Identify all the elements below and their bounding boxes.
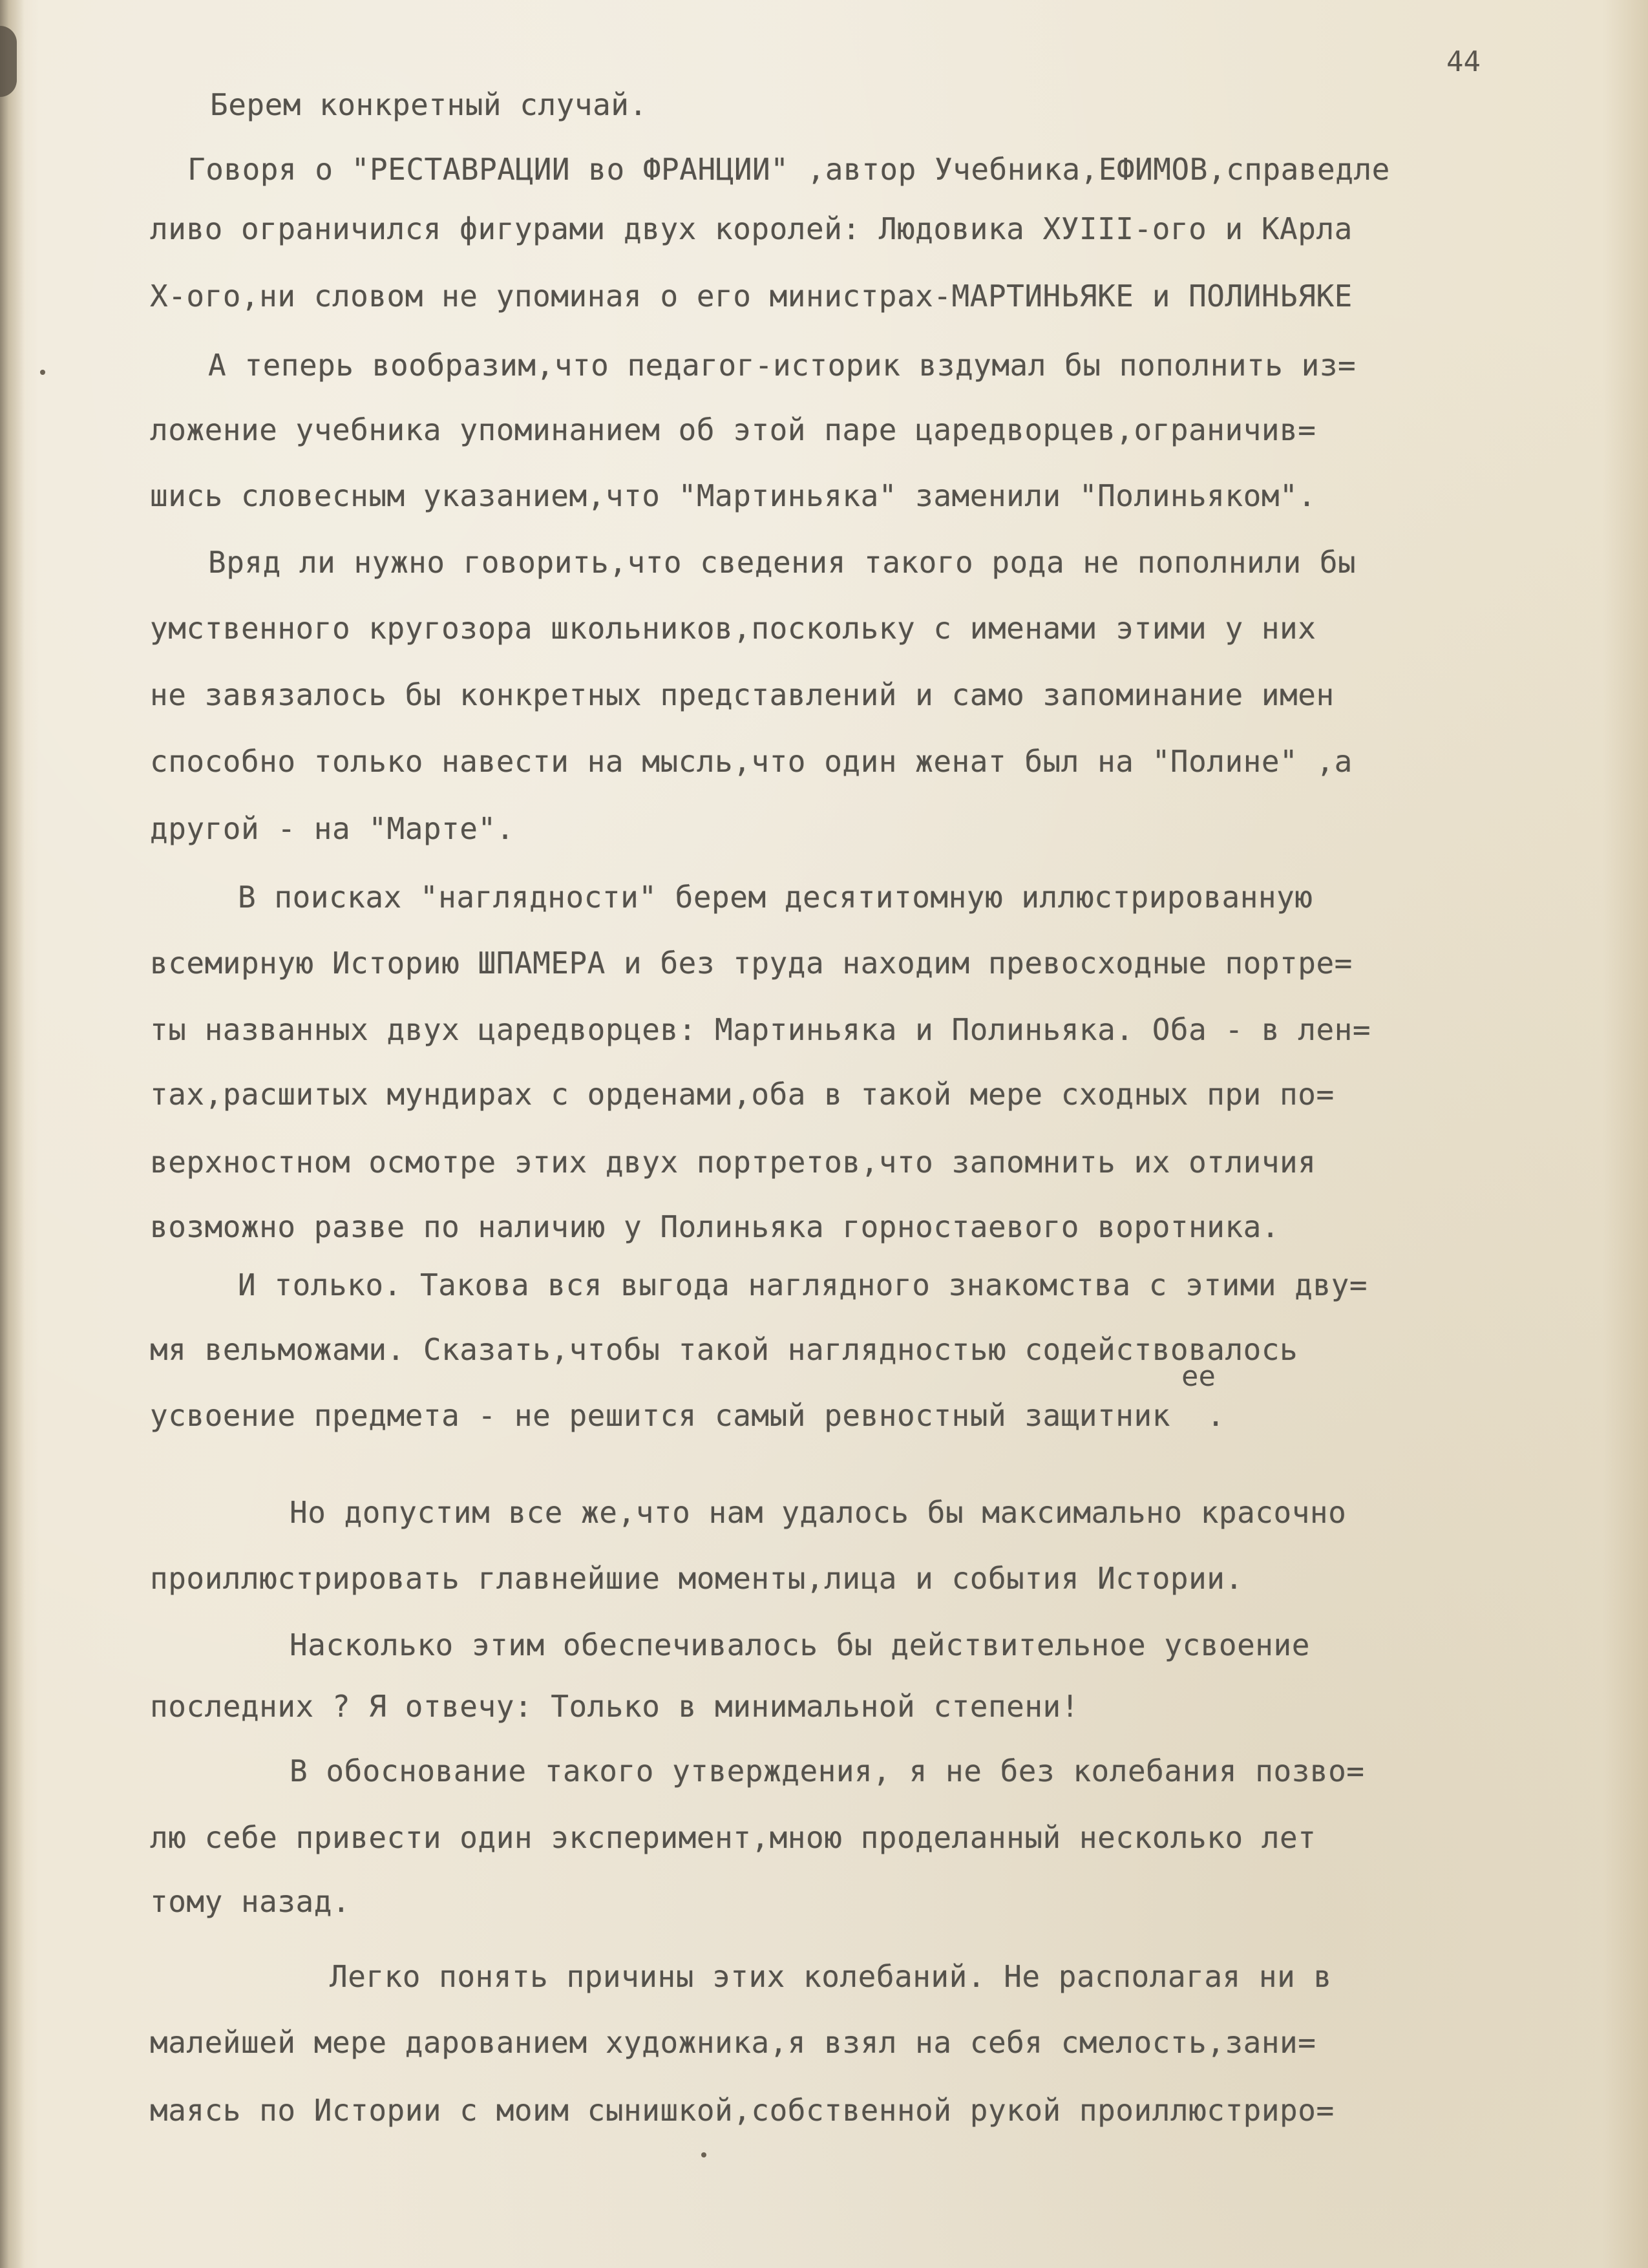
- text-line: не завязалось бы конкретных представлений и само запоминание имен: [150, 677, 1335, 712]
- text-line: шись словесным указанием,что "Мартиньяка" заменили "Полиньяком".: [150, 478, 1316, 513]
- text-line: возможно разве по наличию у Полиньяка горностаевого воротника.: [150, 1209, 1280, 1244]
- text-line: способно только навести на мысль,что один женат был на "Полине" ,а: [150, 744, 1353, 779]
- paper-speck: [701, 2152, 706, 2157]
- text-line: тах,расшитых мундирах с орденами,оба в такой мере сходных при по=: [150, 1077, 1335, 1112]
- binding-mark: [0, 26, 17, 97]
- text-line: В поисках "наглядности" берем десятитомную иллюстрированную: [238, 880, 1313, 915]
- text-line: последних ? Я отвечу: Только в минимальной степени!: [150, 1689, 1079, 1724]
- text-line: В обоснование такого утверждения, я не без колебания позво=: [290, 1754, 1365, 1788]
- text-line: лю себе привести один эксперимент,мною проделанный несколько лет: [150, 1820, 1316, 1855]
- text-line: И только. Такова вся выгода наглядного знакомства с этими дву=: [238, 1267, 1368, 1302]
- text-line: другой - на "Марте".: [150, 811, 514, 846]
- text-line: малейшей мере дарованием художника,я взял на себя смелость,зани=: [150, 2025, 1316, 2060]
- text-line: всемирную Историю ШПАМЕРА и без труда находим превосходные портре=: [150, 946, 1353, 980]
- text-line: Но допустим все же,что нам удалось бы максимально красочно: [290, 1495, 1347, 1530]
- handwritten-insertion: ее: [1181, 1360, 1216, 1393]
- page-left-edge: [0, 0, 25, 2268]
- text-line: А теперь вообразим,что педагог-историк вздумал бы пополнить из=: [208, 348, 1357, 383]
- text-line: усвоение предмета - не решится самый ревностный защитник .: [150, 1398, 1225, 1433]
- text-line: тому назад.: [150, 1884, 351, 1919]
- page-number: 44: [1446, 45, 1481, 78]
- text-line: Говоря о "РЕСТАВРАЦИИ во ФРАНЦИИ" ,автор Учебника,ЕФИМОВ,справедле: [187, 152, 1390, 187]
- text-line: Х-ого,ни словом не упоминая о его министрах-МАРТИНЬЯКЕ и ПОЛИНЬЯКЕ: [150, 279, 1353, 313]
- text-line: верхностном осмотре этих двух портретов,что запомнить их отличия: [150, 1145, 1316, 1180]
- text-line: мя вельможами. Сказать,чтобы такой наглядностью содействовалось: [150, 1332, 1298, 1367]
- text-line: Берем конкретный случай.: [210, 87, 648, 122]
- text-line: Насколько этим обеспечивалось бы действительное усвоение: [290, 1627, 1310, 1662]
- text-line: ложение учебника упоминанием об этой паре царедворцев,ограничив=: [150, 412, 1316, 447]
- text-line: Вряд ли нужно говорить,что сведения такого рода не пополнили бы: [208, 545, 1357, 580]
- paper-speck: [40, 370, 45, 375]
- text-line: умственного кругозора школьников,поскольку с именами этими у них: [150, 611, 1316, 646]
- text-line: проиллюстрировать главнейшие моменты,лица и события Истории.: [150, 1561, 1243, 1596]
- text-line: Легко понять причины этих колебаний. Не располагая ни в: [330, 1959, 1332, 1994]
- text-line: ты названных двух царедворцев: Мартиньяка и Полиньяка. Оба - в лен=: [150, 1012, 1371, 1047]
- text-line: ливо ограничился фигурами двух королей: Людовика ХУIII-ого и КАрла: [150, 211, 1353, 246]
- text-line: маясь по Истории с моим сынишкой,собственной рукой проиллюстриро=: [150, 2093, 1335, 2128]
